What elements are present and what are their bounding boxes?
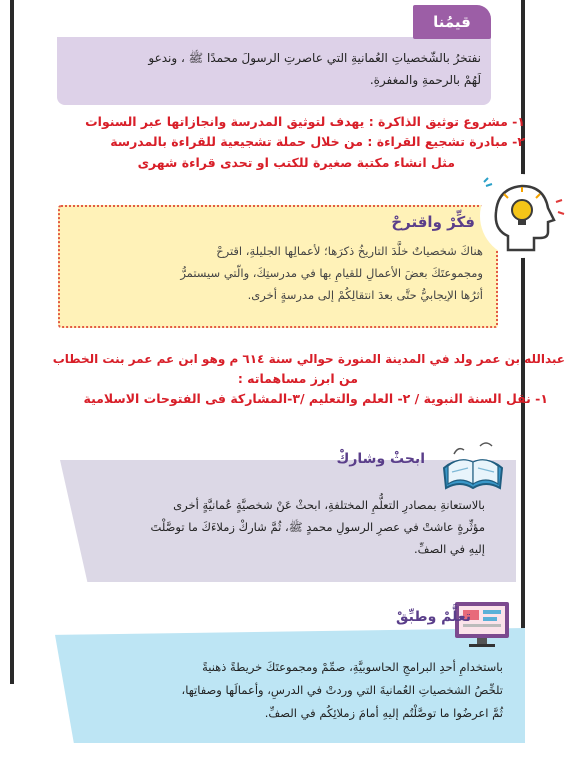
note-abdullah-2: من ابرز مساهماته : bbox=[237, 371, 358, 386]
learn-apply-line-3: ثُمَّ اعرضُوا ما توصَّلْتُم إليهِ أمامَ زملائِكُم في الصفِّ. bbox=[264, 706, 503, 720]
research-share-title: ابحثْ وشاركْ bbox=[336, 451, 425, 467]
page-frame-left bbox=[10, 0, 14, 684]
page-frame-right bbox=[521, 0, 525, 684]
note-project-3: مثل انشاء مكتبة صغيرة للكتب او تحدى قراءة شهرى bbox=[137, 155, 455, 170]
learn-apply-line-2: تلخِّصُ الشخصياتِ العُمانيةَ التي وردتْ في الدرسِ، وأعمالَها وصفاتِها، bbox=[181, 683, 503, 697]
values-line-2: لَهُمْ بالرحمةِ والمغفرةِ. bbox=[369, 73, 481, 87]
think-suggest-line-1: هناكَ شخصياتٌ خلَّدَ التاريخُ ذكرَها؛ لأعمالِها الجليلةِ، اقترحْ bbox=[216, 244, 483, 258]
think-suggest-title: فكِّرْ واقترحْ bbox=[391, 213, 475, 231]
values-line-1: نفتخرُ بالشّخصياتِ العُمانيةِ التي عاصرتِ الرسولَ محمدًا ﷺ ، وندعو bbox=[148, 51, 481, 65]
research-share-line-1: بالاستعانةِ بمصادرِ التعلُّمِ المختلفةِ، ابحثْ عَنْ شخصيَّةٍ عُمانيَّةٍ أخرى bbox=[173, 498, 485, 512]
learn-apply-line-1: باستخدامِ أحدِ البرامجِ الحاسوبيَّةِ، صمِّمْ ومجموعتَكَ خريطةً ذهنيةً bbox=[202, 660, 503, 674]
note-abdullah-3: ١- نقل السنة النبوية / ٢- العلم والتعليم /٣-المشاركة فى الفتوحات الاسلامية bbox=[83, 391, 548, 406]
learn-apply-title: تعلَّمْ وطبِّقْ bbox=[396, 609, 471, 625]
research-share-line-2: مؤثِّرةٍ عاشتْ في عصرِ الرسولِ محمدٍ ﷺ، ثُمَّ شاركْ زملاءَكَ ما توصَّلْتَ bbox=[150, 520, 485, 534]
think-suggest-line-2: ومجموعتَكَ بعضَ الأعمالِ للقيامِ بها في مدرستِكَ، والّتي سيستمرُّ bbox=[180, 266, 483, 280]
head-lightbulb-icon bbox=[478, 172, 566, 260]
open-book-icon bbox=[438, 438, 508, 494]
think-suggest-line-3: أثرُها الإيجابيُّ حتَّى بعدَ انتقالِكُمْ إلى مدرسةٍ أخرى. bbox=[247, 288, 483, 302]
note-abdullah-1: عبدالله بن عمر ولد في المدينة المنورة حوالي سنة ٦١٤ م وهو ابن عم عمر بنت الخطاب bbox=[52, 352, 565, 366]
values-tab-title: قيمُنا bbox=[413, 5, 491, 39]
think-suggest-text bbox=[73, 240, 483, 306]
research-share-line-3: إليهِ في الصفِّ. bbox=[414, 542, 485, 556]
learn-apply-text bbox=[73, 656, 503, 725]
research-share-text bbox=[65, 494, 485, 560]
note-project-1: ١- مشروع توثيق الذاكرة : يهدف لتوثيق المدرسة وانجازاتها عبر السنوات bbox=[85, 114, 525, 129]
values-text bbox=[61, 47, 481, 91]
note-project-2: ٢- مبادرة تشجيع القراءة : من خلال حملة تشجيعية للقراءة بالمدرسة bbox=[110, 134, 525, 149]
